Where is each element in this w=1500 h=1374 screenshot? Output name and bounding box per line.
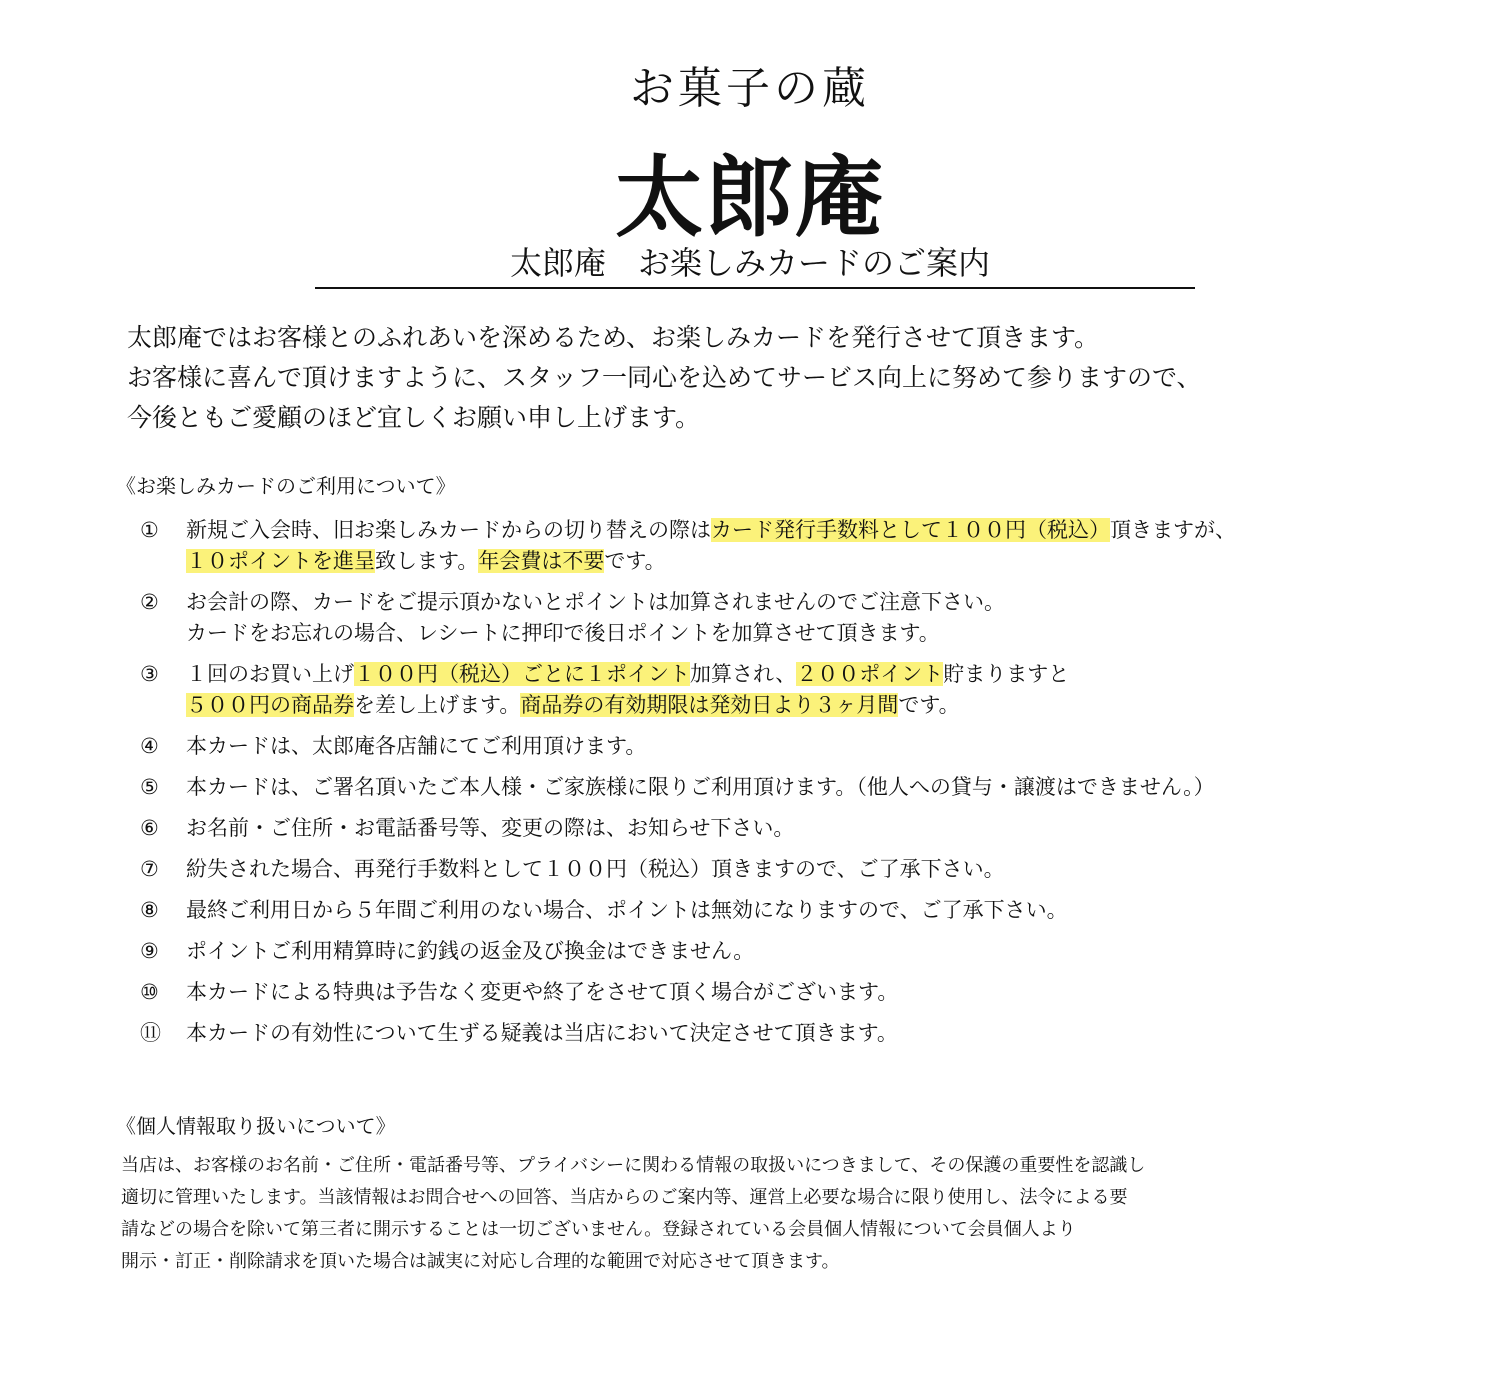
rule-number: ⑦: [140, 857, 159, 881]
rule-item: [140, 813, 1490, 844]
rule-line: 本カードの有効性について生ずる疑義は当店において決定させて頂きます。: [186, 1021, 898, 1045]
rule-item: [140, 854, 1490, 885]
rule-item: [140, 731, 1490, 762]
rule-line: お名前・ご住所・お電話番号等、変更の際は、お知らせ下さい。: [186, 816, 795, 840]
rule-highlight: １００円（税込）ごとに１ポイント: [354, 662, 690, 686]
title-underline: [315, 287, 1195, 289]
rule-line: [186, 690, 1490, 721]
rule-line: 紛失された場合、再発行手数料として１００円（税込）頂きますので、ご了承下さい。: [186, 857, 1005, 881]
rule-highlight: カード発行手数料として１００円（税込）: [711, 518, 1110, 542]
intro-line: 太郎庵ではお客様とのふれあいを深めるため、お楽しみカードを発行させて頂きます。: [127, 323, 1100, 352]
rule-highlight: １０ポイントを進呈: [186, 549, 375, 573]
rule-line: [186, 659, 1490, 690]
usage-rules-list: [140, 515, 1490, 1059]
rule-number: ⑩: [140, 980, 159, 1004]
rule-line: 本カードは、太郎庵各店舗にてご利用頂けます。: [186, 734, 647, 758]
rule-text: 致します。: [375, 549, 479, 573]
privacy-line: 適切に管理いたします。当該情報はお問合せへの回答、当店からのご案内等、運営上必要な場合に限り使用し、法令による要: [121, 1187, 1128, 1208]
rule-number: ②: [140, 590, 159, 614]
rule-text: 加算され、: [690, 662, 797, 686]
rule-item: [140, 772, 1490, 803]
logo-brand-name: 太郎庵: [614, 146, 885, 249]
intro-line: 今後ともご愛顧のほど宜しくお願い申し上げます。: [127, 403, 701, 432]
rule-item: [140, 1018, 1490, 1049]
privacy-section-heading: 《個人情報取り扱いについて》: [116, 1114, 396, 1138]
privacy-line: 開示・訂正・削除請求を頂いた場合は誠実に対応し合理的な範囲で対応させて頂きます。: [121, 1251, 840, 1272]
rule-number: ⑧: [140, 898, 159, 922]
rule-line: 本カードによる特典は予告なく変更や終了をさせて頂く場合がございます。: [186, 980, 899, 1004]
rule-line: ポイントご利用精算時に釣銭の返金及び換金はできません。: [186, 939, 755, 963]
rule-item: [140, 936, 1490, 967]
rule-highlight: ５００円の商品券: [186, 693, 354, 717]
page-title: 太郎庵 お楽しみカードのご案内: [509, 244, 990, 282]
rule-number: ④: [140, 734, 159, 758]
privacy-line: 請などの場合を除いて第三者に開示することは一切ございません。登録されている会員個人情報について会員個人より: [121, 1219, 1076, 1240]
rule-text: 頂きますが、: [1110, 518, 1236, 542]
privacy-line: 当店は、お客様のお名前・ご住所・電話番号等、プライバシーに関わる情報の取扱いにつきまして、その保護の重要性を認識し: [121, 1155, 1146, 1176]
rule-item: [140, 895, 1490, 926]
rule-number: ⑨: [140, 939, 159, 963]
rule-number: ③: [140, 662, 159, 686]
rule-line: 最終ご利用日から５年間ご利用のない場合、ポイントは無効になりますので、ご了承下さい。: [186, 898, 1068, 922]
rule-text: です。: [898, 693, 960, 717]
rule-number: ⑪: [140, 1021, 161, 1045]
rule-line: [186, 546, 1490, 577]
usage-section-heading: 《お楽しみカードのご利用について》: [116, 474, 456, 498]
rule-number: ⑤: [140, 775, 159, 799]
rule-highlight: ２００ポイント: [796, 662, 944, 686]
rule-text: 新規ご入会時、旧お楽しみカードからの切り替えの際は: [186, 518, 711, 542]
rule-highlight: 商品券の有効期限は発効日より３ヶ月間: [520, 693, 899, 717]
rule-number: ⑥: [140, 816, 159, 840]
intro-line: お客様に喜んで頂けますように、スタッフ一同心を込めてサービス向上に努めて参りますので、: [127, 363, 1202, 392]
rule-line: 本カードは、ご署名頂いたご本人様・ご家族様に限りご利用頂けます。（他人への貸与・譲渡はできません。）: [186, 775, 1215, 799]
rule-number: ①: [140, 518, 159, 542]
rule-item: [140, 587, 1490, 649]
rule-highlight: 年会費は不要: [478, 549, 605, 573]
rule-line: お会計の際、カードをご提示頂かないとポイントは加算されませんのでご注意下さい。: [186, 590, 1005, 614]
rule-text: を差し上げます。: [354, 693, 521, 717]
rule-item: [140, 977, 1490, 1008]
rule-item: [140, 515, 1490, 577]
rule-line: [186, 515, 1490, 546]
rule-line: カードをお忘れの場合、レシートに押印で後日ポイントを加算させて頂きます。: [186, 621, 940, 645]
rule-text: です。: [604, 549, 666, 573]
rule-text: １回のお買い上げ: [186, 662, 354, 686]
rule-item: [140, 659, 1490, 721]
intro-paragraph: [127, 318, 1467, 438]
rule-text: 貯まりますと: [943, 662, 1070, 686]
privacy-paragraph: [121, 1150, 1481, 1278]
logo-subtitle: お菓子の蔵: [630, 63, 870, 114]
